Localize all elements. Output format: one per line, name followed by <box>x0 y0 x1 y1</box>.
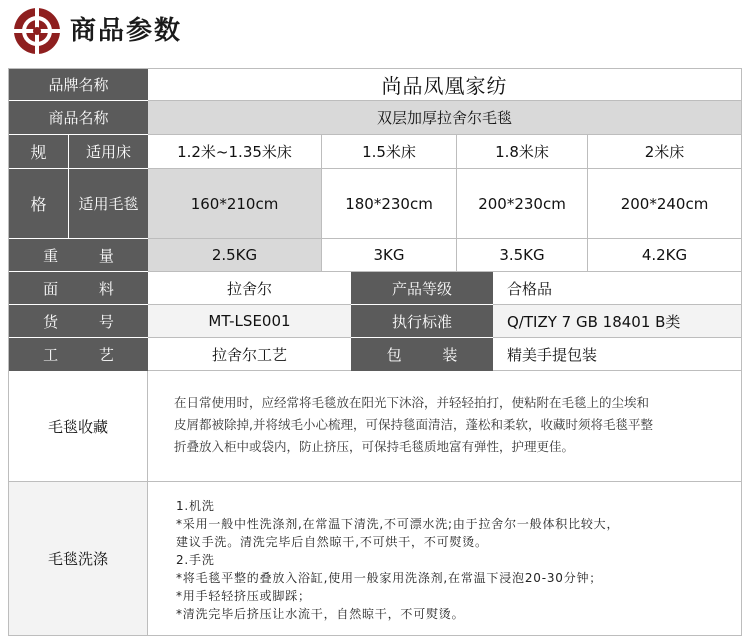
washing-line: 2.手洗 <box>176 553 215 567</box>
weight-value: 4.2KG <box>587 239 741 272</box>
page-header <box>0 0 750 62</box>
washing-line: *用手轻轻挤压或脚踩； <box>176 589 311 603</box>
bed-size: 2米床 <box>587 135 741 169</box>
product-label: 商品名称 <box>9 101 148 135</box>
target-logo-icon <box>12 6 62 56</box>
standard-value: Q/TIZY 7 GB 18401 B类 <box>493 305 741 338</box>
weight-value: 3.5KG <box>456 239 587 272</box>
grade-value: 合格品 <box>493 272 741 305</box>
storage-line: 在日常使用时，应经常将毛毯放在阳光下沐浴，并轻轻拍打，使粘附在毛毯上的尘埃和 <box>174 395 650 410</box>
craft-value: 拉舍尔工艺 <box>148 338 351 371</box>
washing-text <box>148 482 741 635</box>
spec-table <box>8 68 742 636</box>
product-value: 双层加厚拉舍尔毛毯 <box>148 101 741 135</box>
fabric-value: 拉舍尔 <box>148 272 351 305</box>
bed-size: 1.2米~1.35米床 <box>148 135 321 169</box>
washing-line: 1.机洗 <box>176 499 215 513</box>
item-no-label: 货 号 <box>9 305 148 338</box>
brand-label: 品牌名称 <box>9 69 148 101</box>
blanket-size: 180*230cm <box>321 169 456 239</box>
section-title: 商品参数 <box>70 16 183 46</box>
blanket-label: 适用毛毯 <box>69 169 148 239</box>
weight-value: 3KG <box>321 239 456 272</box>
fabric-label: 面 料 <box>9 272 148 305</box>
washing-label: 毛毯洗涤 <box>9 482 148 635</box>
blanket-size: 200*230cm <box>456 169 587 239</box>
standard-label: 执行标准 <box>351 305 493 338</box>
storage-text <box>148 371 741 482</box>
bed-size: 1.8米床 <box>456 135 587 169</box>
storage-label: 毛毯收藏 <box>9 371 148 482</box>
storage-line: 折叠放入柜中或袋内，防止挤压，可保持毛毯质地富有弹性，护理更佳。 <box>174 439 575 454</box>
blanket-size: 200*240cm <box>587 169 741 239</box>
craft-label: 工 艺 <box>9 338 148 371</box>
washing-line: *采用一般中性洗涤剂,在常温下清洗,不可漂水洗;由于拉舍尔一般体积比较大， <box>176 517 620 531</box>
washing-line: *清洗完毕后挤压让水流干，自然晾干，不可熨烫。 <box>176 607 465 621</box>
brand-value: 尚品凤凰家纺 <box>148 69 741 101</box>
spec-group-char-1: 规 <box>9 135 69 169</box>
washing-line: 建议手洗。清洗完毕后自然晾干,不可烘干，不可熨烫。 <box>176 535 488 549</box>
blanket-size: 160*210cm <box>148 169 321 239</box>
weight-label: 重 量 <box>9 239 148 272</box>
package-label: 包 装 <box>351 338 493 371</box>
spec-group-char-2: 格 <box>9 169 69 239</box>
bed-label: 适用床 <box>69 135 148 169</box>
weight-value: 2.5KG <box>148 239 321 272</box>
bed-size: 1.5米床 <box>321 135 456 169</box>
grade-label: 产品等级 <box>351 272 493 305</box>
washing-line: *将毛毯平整的叠放入浴缸,使用一般家用洗涤剂,在常温下浸泡20-30分钟； <box>176 571 603 585</box>
item-no-value: MT-LSE001 <box>148 305 351 338</box>
package-value: 精美手提包装 <box>493 338 741 371</box>
storage-line: 皮屑都被除掉,并将绒毛小心梳理，可保持毯面清洁，蓬松和柔软，收藏时须将毛毯平整 <box>174 417 653 432</box>
